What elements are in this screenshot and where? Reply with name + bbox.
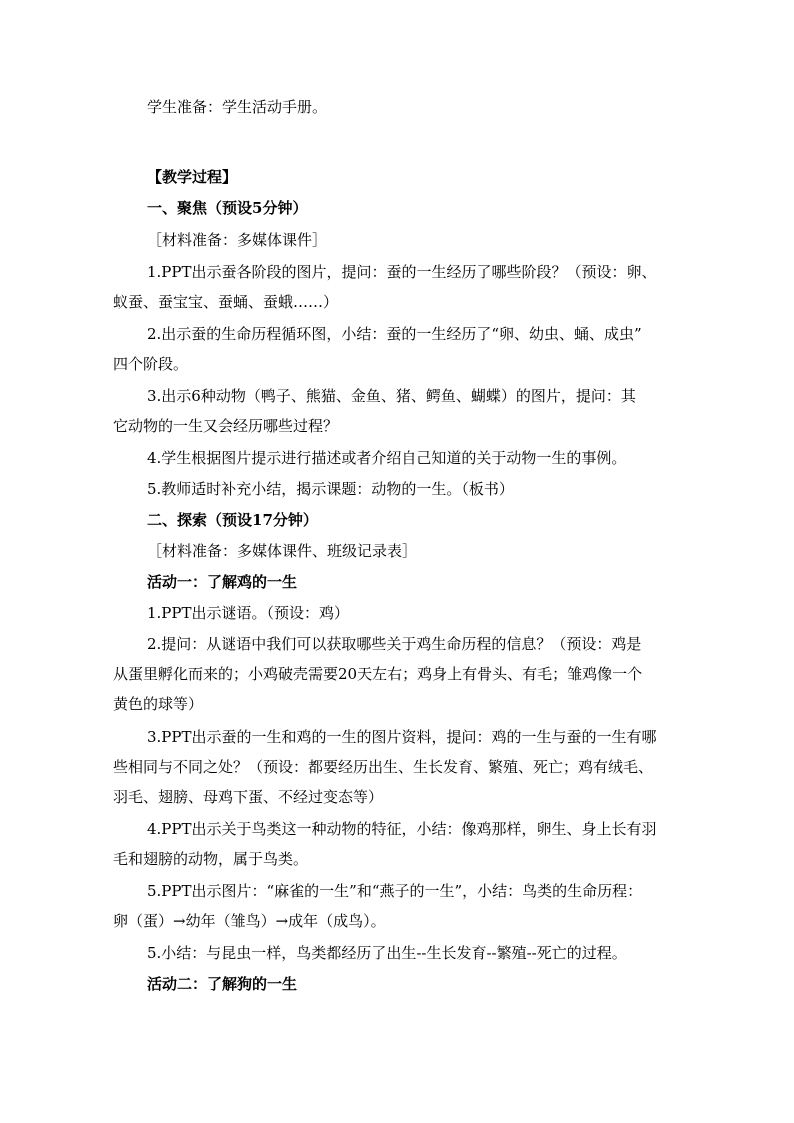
paragraph-line: 5.教师适时补充小结，揭示课题：动物的一生。（板书） xyxy=(147,480,514,498)
paragraph-line: 3.出示6种动物（鸭子、熊猫、金鱼、猪、鳄鱼、蝴蝶）的图片，提问：其 xyxy=(147,387,636,405)
activity-two-heading: 活动二：了解狗的一生 xyxy=(147,975,298,993)
section-focus-heading: 一、聚焦（预设5分钟） xyxy=(147,199,308,217)
paragraph-line: 黄色的球等） xyxy=(113,695,204,713)
paragraph-line: 毛和翅膀的动物，属于鸟类。 xyxy=(113,850,309,868)
paragraph-line: 5.PPT出示图片：“麻雀的一生”和“燕子的一生”，小结：鸟类的生命历程： xyxy=(147,882,643,900)
activity-one-heading: 活动一：了解鸡的一生 xyxy=(147,573,298,591)
paragraph-line: 4.学生根据图片提示进行描述或者介绍自己知道的关于动物一生的事例。 xyxy=(147,449,627,467)
student-prep-line: 学生准备：学生活动手册。 xyxy=(147,98,328,116)
paragraph-line: 卵（蛋）→幼年（雏鸟）→成年（成鸟）。 xyxy=(113,912,386,930)
paragraph-line: 些相同与不同之处？（预设：都要经历出生、生长发育、繁殖、死亡；鸡有绒毛、 xyxy=(113,758,654,776)
paragraph-line: 2.提问：从谜语中我们可以获取哪些关于鸡生命历程的信息？（预设：鸡是 xyxy=(147,635,642,653)
paragraph-line: 蚁蚕、蚕宝宝、蚕蛹、蚕蛾……） xyxy=(113,293,339,311)
teaching-process-heading: 【教学过程】 xyxy=(147,168,238,186)
section-explore-heading: 二、探索（预设17分钟） xyxy=(147,511,318,529)
paragraph-line: 1.PPT出示谜语。（预设：鸡） xyxy=(147,604,350,622)
paragraph-line: 2.出示蚕的生命历程循环图，小结：蚕的一生经历了“卵、幼虫、蛹、成虫” xyxy=(147,325,642,343)
paragraph-line: 四个阶段。 xyxy=(113,355,189,373)
paragraph-line: 它动物的一生又会经历哪些过程？ xyxy=(113,417,339,435)
paragraph-line: 4.PPT出示关于鸟类这一种动物的特征，小结：像鸡那样，卵生、身上长有羽 xyxy=(147,820,657,838)
paragraph-line: 3.PPT出示蚕的一生和鸡的一生的图片资料，提问：鸡的一生与蚕的一生有哪 xyxy=(147,728,657,746)
paragraph-line: 1.PPT出示蚕各阶段的图片，提问：蚕的一生经历了哪些阶段？（预设：卵、 xyxy=(147,263,657,281)
materials-line-2: ［材料准备：多媒体课件、班级记录表］ xyxy=(147,542,418,560)
paragraph-line: 5.小结：与昆虫一样，鸟类都经历了出生--生长发育--繁殖--死亡的过程。 xyxy=(147,944,627,962)
materials-line-1: ［材料准备：多媒体课件］ xyxy=(147,231,328,249)
paragraph-line: 羽毛、翅膀、母鸡下蛋、不经过变态等） xyxy=(113,788,384,806)
paragraph-line: 从蛋里孵化而来的；小鸡破壳需要20天左右；鸡身上有骨头、有毛；雏鸡像一个 xyxy=(113,665,643,683)
